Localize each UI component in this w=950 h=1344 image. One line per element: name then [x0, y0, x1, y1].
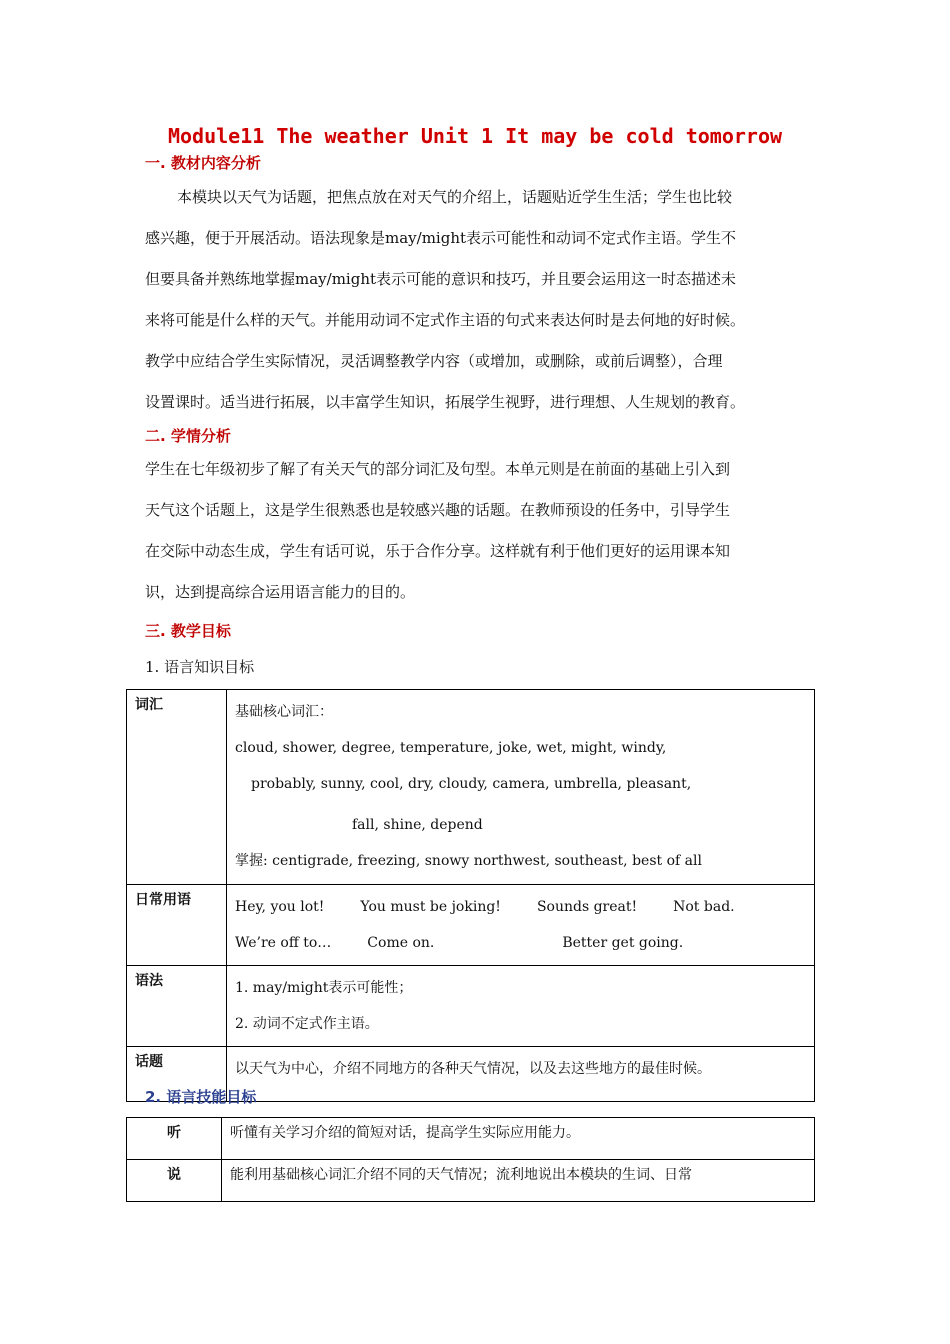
paragraph-line: 感兴趣，便于开展活动。语法现象是may/might表示可能性和动词不定式作主语。学生不 — [145, 229, 737, 247]
vocab-cell — [227, 690, 815, 885]
phrase: Better get going. — [562, 935, 684, 951]
grammar-cell — [227, 966, 815, 1047]
section-heading-content-analysis: 一. 教材内容分析 — [145, 154, 261, 172]
phrase: Sounds great! — [536, 899, 638, 915]
topic-cell — [227, 1047, 815, 1102]
subheading-language-knowledge: 1. 语言知识目标 — [145, 658, 255, 676]
topic-text: 以天气为中心，介绍不同地方的各种天气情况，以及去这些地方的最佳时候。 — [235, 1061, 711, 1077]
phrase-line — [235, 925, 806, 961]
table-row-vocab — [127, 690, 815, 885]
table-row-phrases — [127, 885, 815, 966]
table-row-speaking — [127, 1160, 815, 1202]
phrase: Hey, you lot! — [235, 899, 325, 915]
content-analysis-paragraph — [145, 177, 810, 423]
subheading-language-skills: 2. 语言技能目标 — [145, 1088, 257, 1106]
paragraph-line: 教学中应结合学生实际情况，灵活调整教学内容（或增加，或删除，或前后调整），合理 — [145, 352, 723, 370]
listening-cell: 听懂有关学习介绍的简短对话，提高学生实际应用能力。 — [222, 1118, 815, 1160]
phrase: Come on. — [367, 935, 435, 951]
grammar-point: 2. 动词不定式作主语。 — [235, 1016, 379, 1032]
row-label: 日常用语 — [127, 885, 227, 966]
phrase: Not bad. — [673, 899, 735, 915]
table-row-listening — [127, 1118, 815, 1160]
vocab-line: probably, sunny, cool, dry, cloudy, camera, umbrella, pleasant, — [251, 776, 692, 792]
phrases-cell — [227, 885, 815, 966]
vocab-line: cloud, shower, degree, temperature, joke, wet, might, windy, — [235, 740, 667, 756]
language-skills-table — [126, 1117, 815, 1202]
paragraph-line: 识，达到提高综合运用语言能力的目的。 — [145, 583, 416, 601]
row-label: 话题 — [127, 1047, 227, 1102]
vocab-line: fall, shine, depend — [352, 817, 483, 833]
vocab-line: 掌握: centigrade, freezing, snowy northwest, southeast, best of all — [235, 853, 702, 869]
paragraph-line: 学生在七年级初步了解了有关天气的部分词汇及句型。本单元则是在前面的基础上引入到 — [145, 460, 731, 478]
phrase: We’re off to… — [235, 935, 332, 951]
paragraph-line: 天气这个话题上，这是学生很熟悉也是较感兴趣的话题。在教师预设的任务中，引导学生 — [145, 501, 731, 519]
paragraph-line: 本模块以天气为话题，把焦点放在对天气的介绍上，话题贴近学生生活；学生也比较 — [177, 188, 733, 206]
paragraph-line: 但要具备并熟练地掌握may/might表示可能的意识和技巧，并且要会运用这一时态描述未 — [145, 270, 737, 288]
speaking-cell: 能利用基础核心词汇介绍不同的天气情况；流利地说出本模块的生词、日常 — [222, 1160, 815, 1202]
grammar-point: 1. may/might表示可能性； — [235, 980, 413, 996]
vocab-intro: 基础核心词汇： — [235, 704, 333, 720]
section-heading-student-analysis: 二. 学情分析 — [145, 427, 231, 445]
row-label: 词汇 — [127, 690, 227, 885]
table-row-grammar — [127, 966, 815, 1047]
student-analysis-paragraph — [145, 449, 810, 613]
paragraph-line: 设置课时。适当进行拓展，以丰富学生知识，拓展学生视野，进行理想、人生规划的教育。 — [145, 393, 746, 411]
section-heading-teaching-goals: 三. 教学目标 — [145, 622, 231, 640]
row-label: 听 — [127, 1118, 222, 1160]
phrase-line — [235, 889, 806, 925]
language-knowledge-table — [126, 689, 815, 1102]
row-label: 语法 — [127, 966, 227, 1047]
paragraph-line: 来将可能是什么样的天气。并能用动词不定式作主语的句式来表达何时是去何地的好时候。 — [145, 311, 746, 329]
phrase: You must be joking! — [360, 899, 501, 915]
row-label: 说 — [127, 1160, 222, 1202]
paragraph-line: 在交际中动态生成，学生有话可说，乐于合作分享。这样就有利于他们更好的运用课本知 — [145, 542, 731, 560]
document-title: Module11 The weather Unit 1 It may be cold tomorrow — [167, 124, 783, 148]
